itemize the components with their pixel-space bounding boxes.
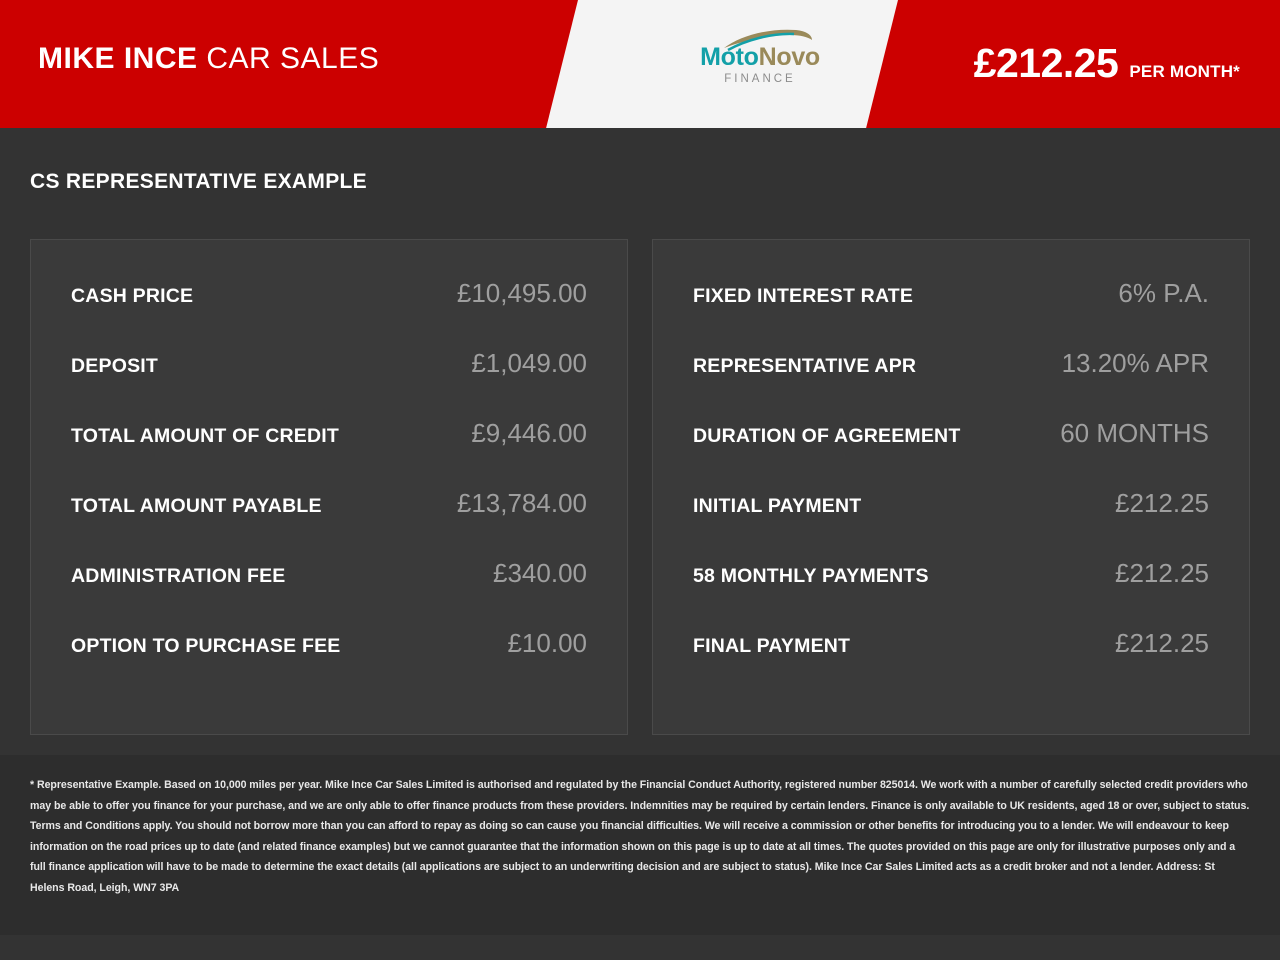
row-label: INITIAL PAYMENT xyxy=(693,495,862,517)
left-figures-panel xyxy=(30,239,628,735)
row-label: REPRESENTATIVE APR xyxy=(693,355,917,377)
row-label: OPTION TO PURCHASE FEE xyxy=(71,635,341,657)
table-row xyxy=(693,628,1209,698)
row-value: £212.25 xyxy=(1115,628,1209,658)
row-label: DURATION OF AGREEMENT xyxy=(693,425,961,447)
monthly-price-suffix: PER MONTH* xyxy=(1129,62,1240,81)
row-label: 58 MONTHLY PAYMENTS xyxy=(693,565,929,587)
table-row xyxy=(693,558,1209,628)
row-label: CASH PRICE xyxy=(71,285,194,307)
lender-name-part2: Novo xyxy=(758,43,820,71)
row-value: £13,784.00 xyxy=(456,488,587,518)
dealer-brand-strong: MIKE INCE xyxy=(38,42,198,75)
row-value: £212.25 xyxy=(1115,488,1209,518)
row-value: 60 MONTHS xyxy=(1060,418,1209,448)
lender-logo xyxy=(660,34,860,94)
dealer-brand-light: CAR SALES xyxy=(206,42,380,75)
row-value: 6% P.A. xyxy=(1118,278,1209,308)
table-row xyxy=(71,558,587,628)
footnote-text: * Representative Example. Based on 10,000 miles per year. Mike Ince Car Sales Limited is authorised and regulated by the Financial Conduct Authority, registered number 825014. We work with a number of carefully selected credit providers who may be able to offer you finance for your purchase, and we are only able to offer finance products from these providers. Indemnities may be required by certain lenders. Finance is only available to UK residents, aged 18 or over, subject to status. Terms and Conditions apply. You should not borrow more than you can afford to repay as doing so can cause you financial difficulties. We will receive a commission or other benefits for introducing you to a lender. We will endeavour to keep information on the road prices up to date (and related finance examples) but we cannot guarantee that the information shown on this page is up to date at all times. The quotes provided on this page are only for illustrative purposes only and a full finance application will have to be made to determine the exact details (all applications are subject to an underwriting decision and are subject to status). Mike Ince Car Sales Limited acts as a credit broker and not a lender. Address: St Helens Road, Leigh, WN7 3PA xyxy=(30,779,1250,894)
lender-subtitle: FINANCE xyxy=(724,73,796,85)
table-row xyxy=(71,418,587,488)
row-value: 13.20% APR xyxy=(1061,348,1209,378)
lender-name xyxy=(660,42,860,72)
row-value: £212.25 xyxy=(1115,558,1209,588)
bottom-strip xyxy=(0,935,1280,960)
footnote-block xyxy=(0,755,1280,935)
row-label: ADMINISTRATION FEE xyxy=(71,565,286,587)
row-label: FINAL PAYMENT xyxy=(693,635,851,657)
row-label: FIXED INTEREST RATE xyxy=(693,285,914,307)
table-row xyxy=(71,628,587,698)
monthly-price-amount: £212.25 xyxy=(973,40,1119,86)
table-row xyxy=(693,488,1209,558)
monthly-price xyxy=(974,40,1240,87)
row-label: TOTAL AMOUNT PAYABLE xyxy=(71,495,322,517)
row-label: DEPOSIT xyxy=(71,355,158,377)
row-value: £9,446.00 xyxy=(471,418,587,448)
dealer-brand xyxy=(38,42,379,76)
table-row xyxy=(71,348,587,418)
row-value: £10.00 xyxy=(507,628,587,658)
row-value: £1,049.00 xyxy=(471,348,587,378)
right-figures-panel xyxy=(652,239,1250,735)
row-label: TOTAL AMOUNT OF CREDIT xyxy=(71,425,339,447)
lender-name-part1: Moto xyxy=(700,43,759,71)
table-row xyxy=(693,418,1209,488)
page-title: CS REPRESENTATIVE EXAMPLE xyxy=(30,170,367,193)
table-row xyxy=(693,348,1209,418)
row-value: £10,495.00 xyxy=(456,278,587,308)
example-panels xyxy=(30,239,1250,735)
header-banner xyxy=(0,0,1280,128)
table-row xyxy=(71,278,587,348)
table-row xyxy=(71,488,587,558)
row-value: £340.00 xyxy=(493,558,587,588)
table-row xyxy=(693,278,1209,348)
